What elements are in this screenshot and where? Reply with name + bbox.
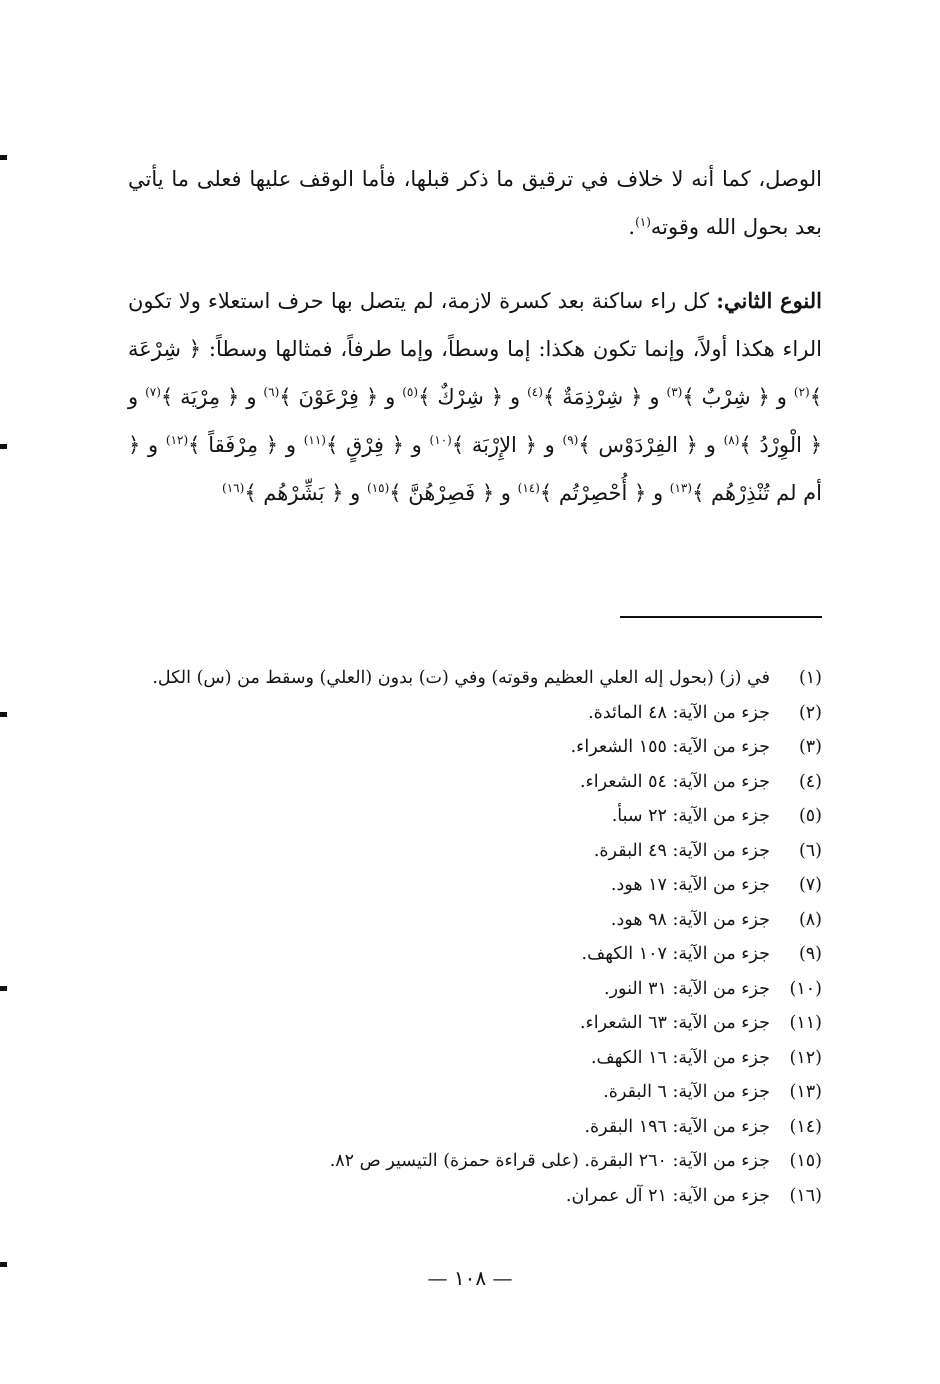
footnote-item	[128, 730, 822, 765]
footnote-item	[128, 868, 822, 903]
scan-margin-mark	[0, 444, 7, 449]
footnote-text: جزء من الآية: ٦٣ الشعراء.	[579, 1013, 770, 1033]
connector-and: و	[769, 385, 794, 409]
footnote-number: (١٤)	[789, 1116, 822, 1137]
footnote-ref: (١٠)	[429, 433, 452, 447]
footnote-item	[128, 1041, 822, 1076]
connector-and: و	[378, 385, 403, 409]
footnote-text: جزء من الآية: ٢٦٠ البقرة. (على قراءة حمزة) التيسير ص ٨٢.	[329, 1151, 770, 1171]
quranic-word: ﴿ شِرْذِمَةٌ ﴾	[542, 385, 643, 409]
footnote-ref: (١)	[635, 215, 651, 229]
footnote-number: (٤)	[798, 771, 822, 792]
footnote-number: (١٣)	[789, 1082, 822, 1102]
footnote-item	[128, 937, 822, 972]
footnote-ref: (٥)	[402, 385, 419, 399]
footnote-ref: (٧)	[145, 385, 161, 399]
paragraph-1-text: الوصل، كما أنه لا خلاف في ترقيق ما ذكر قبلها، فأما الوقف عليها فعلى ما يأتي بعد بحول الله وقوته	[128, 167, 822, 239]
connector-and: و	[503, 385, 528, 409]
quranic-word: ﴿ الإِرْبَة ﴾	[451, 433, 537, 457]
footnote-text: جزء من الآية: ٣١ النور.	[604, 978, 770, 999]
footnote-text: جزء من الآية: ١٥٥ الشعراء.	[570, 737, 770, 757]
footnote-item	[128, 1179, 822, 1214]
quranic-word: ﴿ بَشِّرْهُم ﴾	[244, 481, 344, 505]
footnote-text: جزء من الآية: ١٩٦ البقرة.	[584, 1116, 770, 1137]
footnote-number: (١٦)	[789, 1185, 822, 1206]
footnote-number: (٩)	[798, 944, 822, 964]
scan-margin-mark	[0, 986, 7, 991]
connector-and: و	[403, 433, 430, 457]
footnote-ref: (٤)	[527, 385, 543, 399]
connector-and: و	[536, 433, 563, 457]
footnote-ref: (١٥)	[367, 481, 390, 495]
paragraph-1	[128, 155, 822, 251]
connector-and: و	[278, 433, 304, 457]
footnote-ref: (١٦)	[222, 481, 245, 495]
quranic-word: ﴿ الْوِرْدُ ﴾	[739, 433, 823, 457]
connector-and: و	[494, 481, 518, 505]
footnote-separator	[620, 616, 822, 618]
footnotes	[128, 661, 822, 1213]
quranic-word: ﴿ شِرْعَة ﴾	[128, 337, 823, 409]
footnote-item	[128, 834, 822, 869]
connector-and: و	[239, 385, 264, 409]
quranic-word: ﴿ الفِرْدَوْس ﴾	[578, 433, 698, 457]
footnote-text: جزء من الآية: ٤٨ المائدة.	[588, 702, 770, 723]
paragraph-2	[128, 277, 822, 517]
footnote-number: (٥)	[798, 806, 822, 826]
quranic-word: ﴿ مِرْفَقاً ﴾	[188, 433, 279, 457]
section-term: النوع الثاني:	[716, 288, 823, 313]
footnote-ref: (٣)	[666, 385, 683, 399]
connector-and: و	[343, 481, 367, 505]
footnote-text: جزء من الآية: ١٦ الكهف.	[590, 1047, 770, 1068]
quranic-examples	[128, 337, 822, 505]
footnote-item	[128, 765, 822, 800]
footnote-number: (٣)	[798, 737, 822, 757]
footnote-text: جزء من الآية: ١٧ هود.	[610, 875, 770, 895]
footnote-ref: (١٣)	[669, 481, 693, 495]
footnote-item	[128, 1144, 822, 1179]
paragraph-1-end: .	[628, 215, 636, 239]
footnote-item	[128, 661, 822, 696]
footnote-number: (١٢)	[789, 1047, 822, 1068]
footnote-number: (١٠)	[789, 978, 822, 999]
footnote-text: جزء من الآية: ٥٤ الشعراء.	[579, 771, 770, 792]
connector-and: و	[697, 433, 724, 457]
footnote-ref: (١١)	[303, 433, 326, 447]
footnote-item	[128, 1006, 822, 1041]
connector-and: و	[646, 481, 670, 505]
footnote-text: جزء من الآية: ٢٢ سبأ.	[611, 806, 770, 826]
footnote-item	[128, 696, 822, 731]
scan-margin-mark	[0, 712, 7, 717]
footnote-ref: (١٢)	[165, 433, 189, 447]
footnote-number: (١)	[798, 668, 822, 688]
quranic-word: ﴿ مِرْيَة ﴾	[160, 385, 240, 409]
quranic-word: ﴿ فَصِرْهُنَّ ﴾	[389, 481, 495, 505]
footnote-item	[128, 903, 822, 938]
footnote-item	[128, 1110, 822, 1145]
quranic-word: ﴿ فِرْقٍ ﴾	[325, 433, 404, 457]
quranic-word: ﴿ شِرْكٌ ﴾	[418, 385, 504, 409]
footnote-number: (٢)	[798, 702, 822, 723]
scan-margin-mark	[0, 155, 7, 160]
connector-and: و	[140, 433, 166, 457]
footnote-text: جزء من الآية: ٢١ آل عمران.	[565, 1185, 770, 1206]
footnote-text: جزء من الآية: ١٠٧ الكهف.	[581, 944, 770, 964]
page-number: — ١٠٨ —	[427, 1266, 513, 1290]
footnote-item	[128, 799, 822, 834]
footnote-number: (١٥)	[789, 1151, 822, 1171]
connector-and: و	[128, 385, 146, 409]
footnote-ref: (٨)	[723, 433, 740, 447]
footnote-number: (٧)	[798, 875, 822, 895]
quranic-word: ﴿ شِرْبٌ ﴾	[682, 385, 770, 409]
footnote-text: في (ز) (بحول إله العلي العظيم وقوته) وفي (ت) بدون (العلي) وسقط من (س) الكل.	[152, 668, 770, 688]
footnote-item	[128, 972, 822, 1007]
footnote-number: (٨)	[798, 909, 822, 930]
quranic-word: ﴿ أم لم تُنْذِرْهُم ﴾	[128, 433, 822, 505]
paragraph-2-intro: كل راء ساكنة بعد كسرة لازمة، لم يتصل بها حرف استعلاء ولا تكون الراء هكذا أولاً، وإنما تكون هكذا: إما وسطاً، وإما طرفاً، فمثالها وسطاً:	[128, 289, 823, 361]
quranic-word: ﴿ أُحْصِرْتُم ﴾	[539, 481, 647, 505]
footnote-ref: (٢)	[793, 385, 810, 399]
footnote-number: (١١)	[789, 1013, 822, 1033]
footnote-text: جزء من الآية: ٦ البقرة.	[603, 1082, 770, 1102]
footnote-ref: (٦)	[263, 385, 280, 399]
footnote-ref: (٩)	[562, 433, 579, 447]
quranic-word: ﴿ فِرْعَوْنَ ﴾	[279, 385, 379, 409]
footnote-text: جزء من الآية: ٤٩ البقرة.	[593, 840, 770, 861]
main-text	[128, 155, 822, 517]
footnote-text: جزء من الآية: ٩٨ هود.	[610, 909, 770, 930]
footnote-number: (٦)	[798, 840, 822, 861]
footnote-ref: (١٤)	[517, 481, 540, 495]
footnote-item	[128, 1075, 822, 1110]
connector-and: و	[642, 385, 667, 409]
